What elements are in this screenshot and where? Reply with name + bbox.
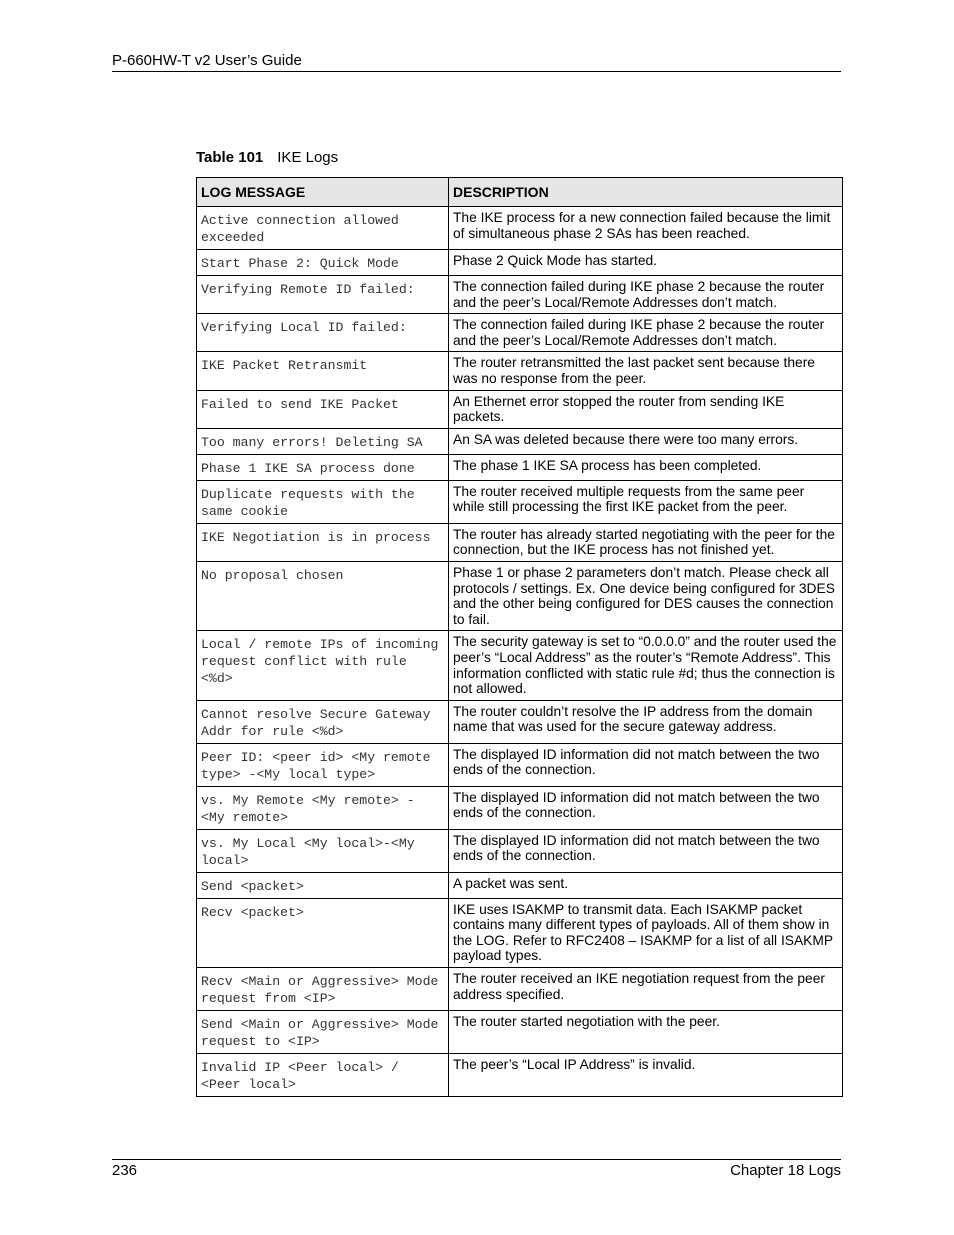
- table-row: [197, 743, 843, 786]
- log-message-cell: Recv <Main or Aggressive> Mode request from <IP>: [197, 968, 449, 1011]
- log-message-cell: Verifying Local ID failed:: [197, 314, 449, 352]
- description-cell: A packet was sent.: [449, 872, 843, 898]
- column-header-log-message: LOG MESSAGE: [197, 178, 449, 207]
- header-divider: [112, 71, 841, 72]
- table-row: [197, 829, 843, 872]
- page-number: 236: [112, 1162, 138, 1179]
- table-row: [197, 454, 843, 480]
- description-cell: The connection failed during IKE phase 2 because the router and the peer’s Local/Remote Addresses don’t match.: [449, 276, 843, 314]
- description-cell: The displayed ID information did not match between the two ends of the connection.: [449, 829, 843, 872]
- log-message-cell: Local / remote IPs of incoming request conflict with rule <%d>: [197, 631, 449, 700]
- description-cell: The connection failed during IKE phase 2 because the router and the peer’s Local/Remote Addresses don’t match.: [449, 314, 843, 352]
- table-header-row: [197, 178, 843, 207]
- log-message-cell: Peer ID: <peer id> <My remote type> -<My local type>: [197, 743, 449, 786]
- log-message-cell: Recv <packet>: [197, 898, 449, 967]
- table-row: [197, 786, 843, 829]
- table-row: [197, 700, 843, 743]
- table-row: [197, 480, 843, 523]
- description-cell: The displayed ID information did not match between the two ends of the connection.: [449, 743, 843, 786]
- description-cell: The router has already started negotiating with the peer for the connection, but the IKE process has not finished yet.: [449, 523, 843, 561]
- log-message-cell: IKE Packet Retransmit: [197, 352, 449, 390]
- table-title: IKE Logs: [277, 149, 339, 166]
- log-message-cell: vs. My Local <My local>-<My local>: [197, 829, 449, 872]
- log-message-cell: Phase 1 IKE SA process done: [197, 454, 449, 480]
- description-cell: An Ethernet error stopped the router from sending IKE packets.: [449, 390, 843, 428]
- table-row: [197, 1054, 843, 1097]
- description-cell: The router started negotiation with the peer.: [449, 1011, 843, 1054]
- table-row: [197, 428, 843, 454]
- description-cell: The displayed ID information did not match between the two ends of the connection.: [449, 786, 843, 829]
- log-message-cell: Too many errors! Deleting SA: [197, 428, 449, 454]
- description-cell: The peer’s “Local IP Address” is invalid.: [449, 1054, 843, 1097]
- table-row: [197, 276, 843, 314]
- column-header-description: DESCRIPTION: [449, 178, 843, 207]
- log-message-cell: IKE Negotiation is in process: [197, 523, 449, 561]
- description-cell: The IKE process for a new connection failed because the limit of simultaneous phase 2 SAs has been reached.: [449, 207, 843, 250]
- table-row: [197, 390, 843, 428]
- table-row: [197, 523, 843, 561]
- chapter-title: Chapter 18 Logs: [730, 1162, 841, 1179]
- table-row: [197, 561, 843, 630]
- description-cell: The phase 1 IKE SA process has been completed.: [449, 454, 843, 480]
- footer-divider: [112, 1159, 841, 1160]
- log-message-cell: Failed to send IKE Packet: [197, 390, 449, 428]
- description-cell: The router received multiple requests from the same peer while still processing the first IKE packet from the peer.: [449, 480, 843, 523]
- log-message-cell: Duplicate requests with the same cookie: [197, 480, 449, 523]
- log-message-cell: Send <packet>: [197, 872, 449, 898]
- description-cell: The router received an IKE negotiation request from the peer address specified.: [449, 968, 843, 1011]
- log-message-cell: Verifying Remote ID failed:: [197, 276, 449, 314]
- table-row: [197, 352, 843, 390]
- table-row: [197, 250, 843, 276]
- table-row: [197, 207, 843, 250]
- table-row: [197, 872, 843, 898]
- log-message-cell: Invalid IP <Peer local> / <Peer local>: [197, 1054, 449, 1097]
- ike-logs-table: [196, 177, 843, 1097]
- description-cell: The security gateway is set to “0.0.0.0” and the router used the peer’s “Local Address” as the router’s “Remote Address”. This information conflicted with static rule #d; thus the connection is not allowed.: [449, 631, 843, 700]
- log-message-cell: Cannot resolve Secure Gateway Addr for rule <%d>: [197, 700, 449, 743]
- log-message-cell: vs. My Remote <My remote> - <My remote>: [197, 786, 449, 829]
- table-row: [197, 314, 843, 352]
- log-message-cell: Active connection allowed exceeded: [197, 207, 449, 250]
- table-row: [197, 1011, 843, 1054]
- description-cell: Phase 2 Quick Mode has started.: [449, 250, 843, 276]
- log-message-cell: Send <Main or Aggressive> Mode request to <IP>: [197, 1011, 449, 1054]
- log-message-cell: No proposal chosen: [197, 561, 449, 630]
- table-row: [197, 898, 843, 967]
- description-cell: Phase 1 or phase 2 parameters don’t match. Please check all protocols / settings. Ex. One device being configured for 3DES and the other being configured for DES causes the connection to fail.: [449, 561, 843, 630]
- table-row: [197, 631, 843, 700]
- table-row: [197, 968, 843, 1011]
- description-cell: The router couldn’t resolve the IP address from the domain name that was used for the secure gateway address.: [449, 700, 843, 743]
- description-cell: An SA was deleted because there were too many errors.: [449, 428, 843, 454]
- description-cell: The router retransmitted the last packet sent because there was no response from the peer.: [449, 352, 843, 390]
- table-caption: [196, 149, 338, 166]
- description-cell: IKE uses ISAKMP to transmit data. Each ISAKMP packet contains many different types of payloads. All of them show in the LOG. Refer to RFC2408 – ISAKMP for a list of all ISAKMP payload types.: [449, 898, 843, 967]
- page-header: P-660HW-T v2 User’s Guide: [112, 52, 302, 69]
- table-number: Table 101: [196, 149, 264, 166]
- log-message-cell: Start Phase 2: Quick Mode: [197, 250, 449, 276]
